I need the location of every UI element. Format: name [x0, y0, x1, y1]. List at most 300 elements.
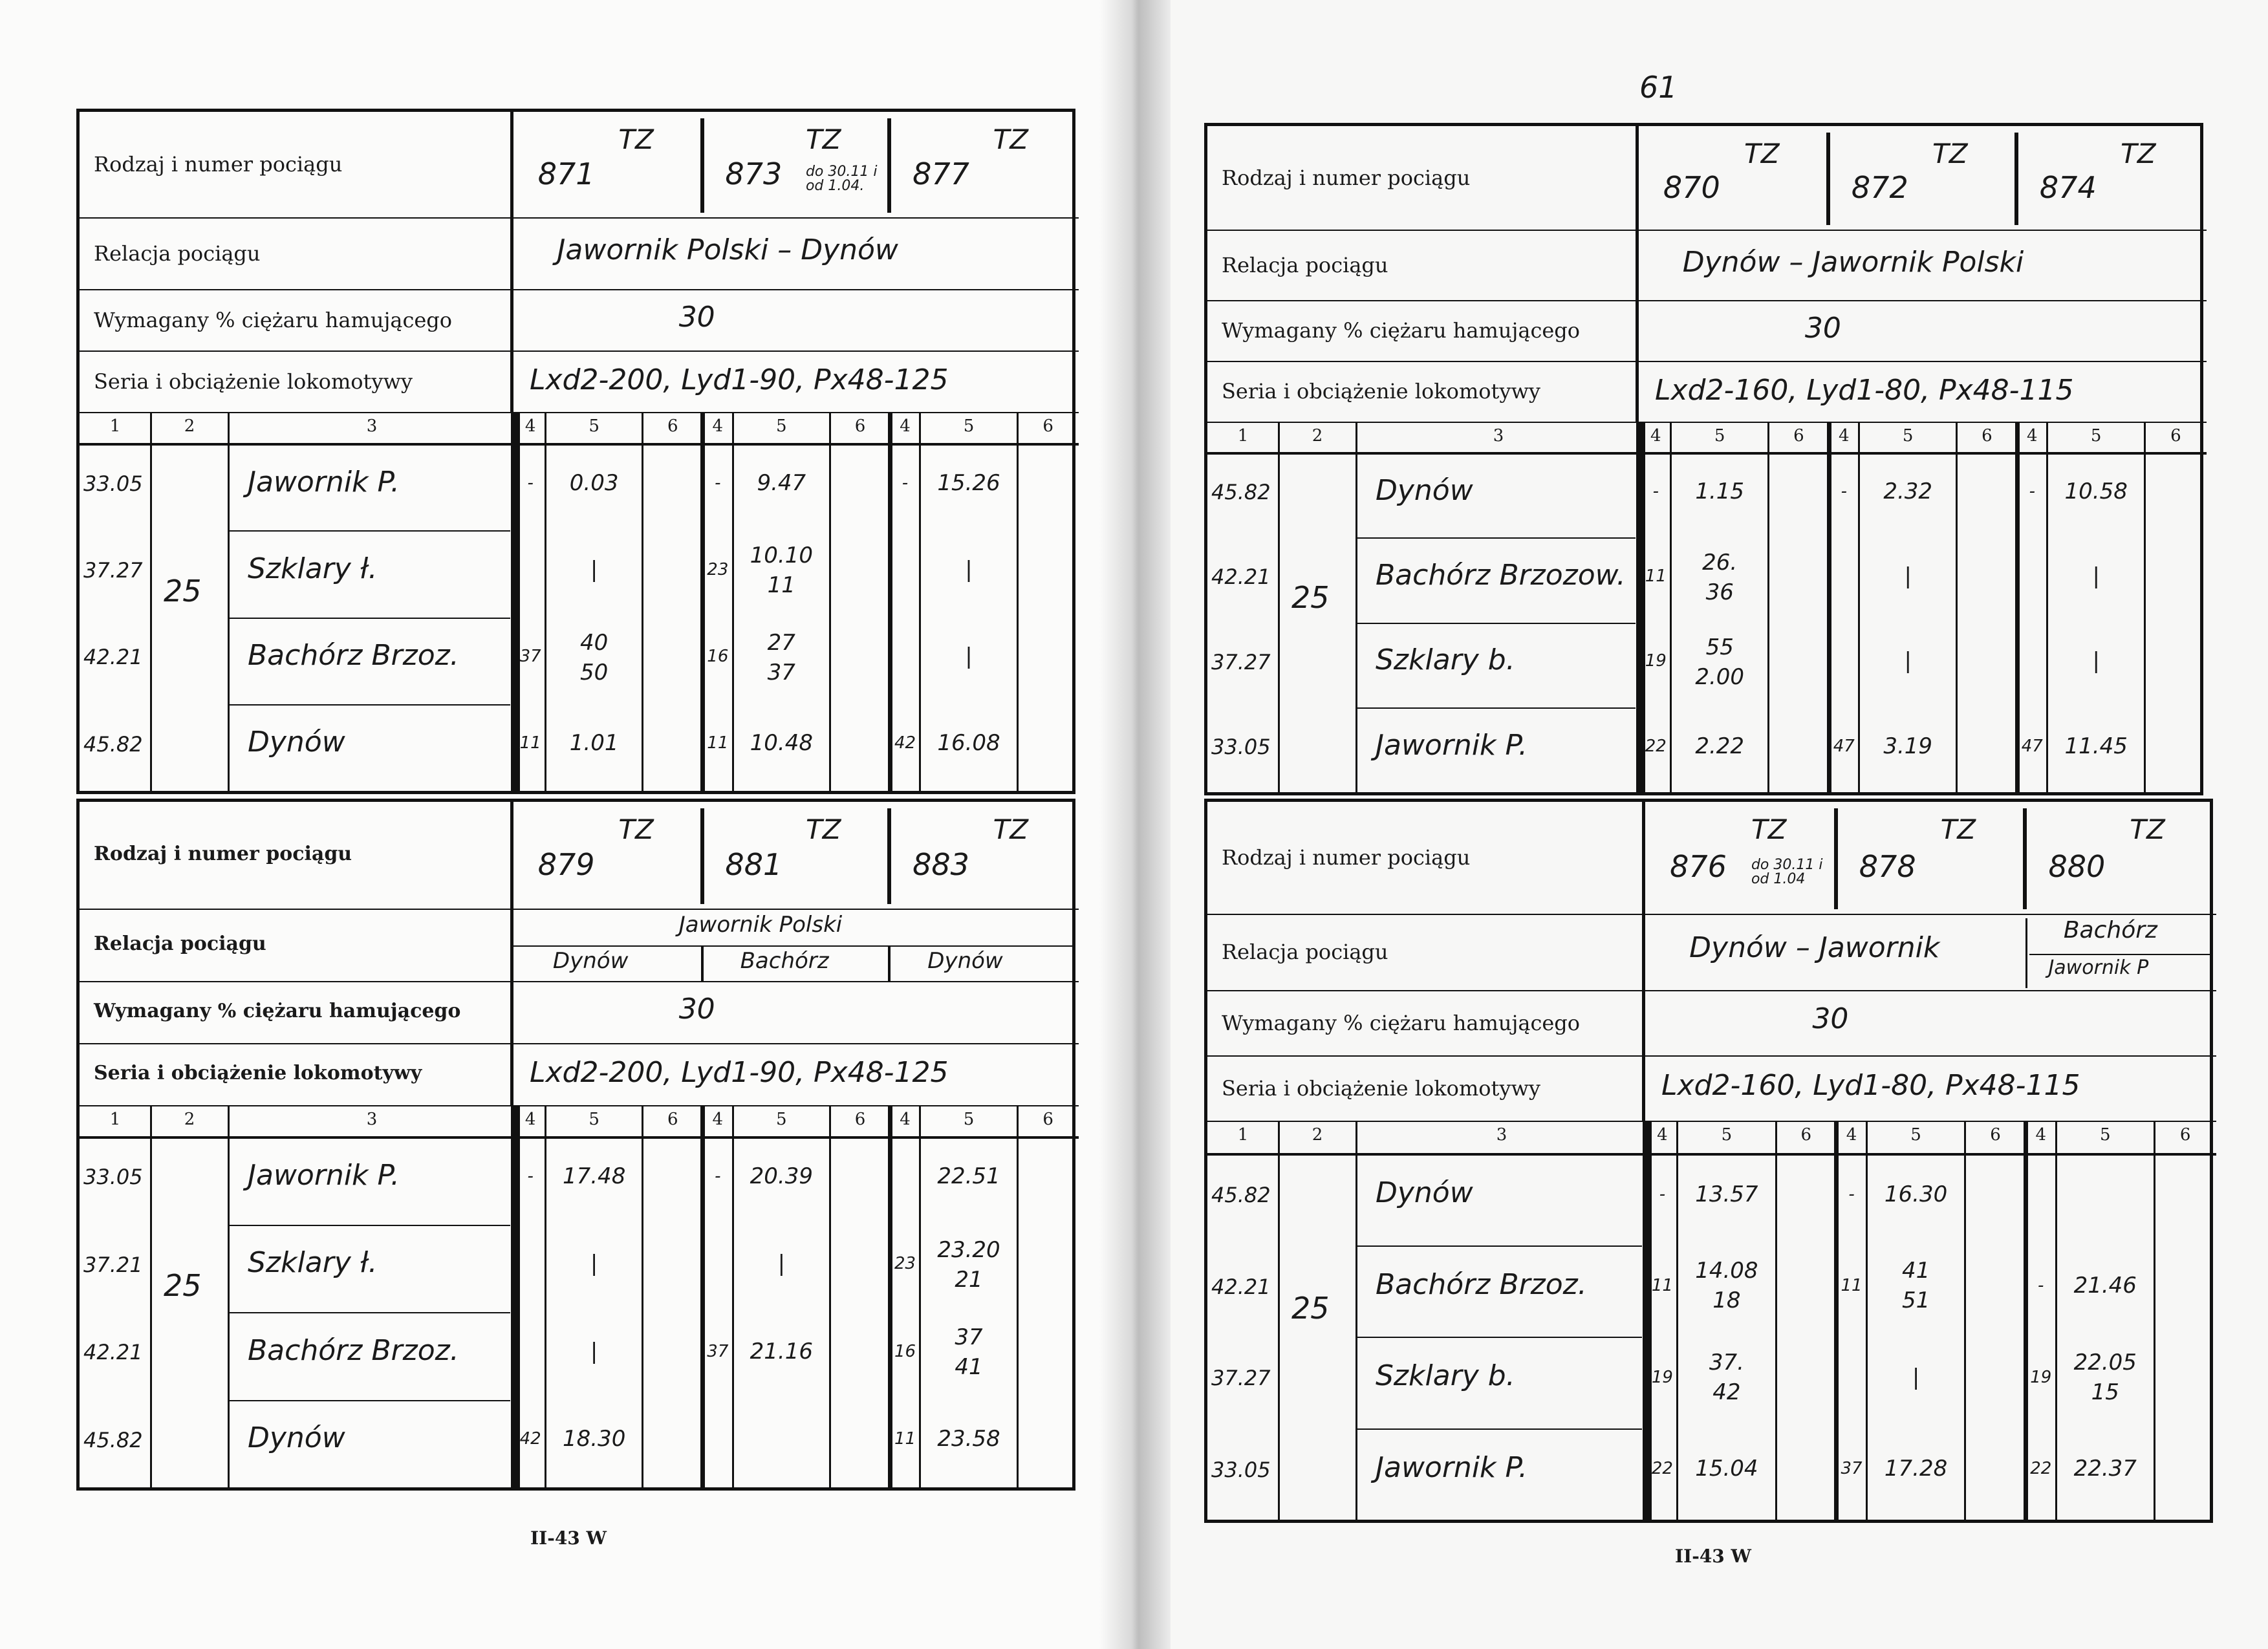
time-cell: 11: [707, 733, 729, 753]
time-cell: 2.32: [1883, 478, 1933, 504]
time-cell: 18.30: [562, 1426, 626, 1452]
column-number: 5: [589, 1110, 599, 1129]
header-row-divider: [80, 909, 1079, 910]
column-number: 6: [1793, 426, 1804, 446]
column-line: [700, 413, 705, 792]
time-cell: -: [527, 473, 534, 493]
time-cell: 21.16: [750, 1338, 813, 1364]
time-cell: 19: [2030, 1367, 2052, 1387]
label-divider: [1636, 126, 1639, 422]
station-name: Bachórz Brzoz.: [248, 639, 459, 673]
timetable-block: [1204, 799, 2213, 1523]
column-number: 5: [963, 416, 975, 436]
time-cell: |: [590, 556, 598, 583]
column-number: 1: [1237, 426, 1249, 446]
time-cell: 10.48: [750, 730, 813, 757]
station-row-line: [228, 1225, 510, 1226]
train-type: TZ: [618, 124, 654, 155]
column-number: 5: [776, 1110, 787, 1129]
time-cell: -: [715, 1166, 721, 1186]
timetable-block: [76, 799, 1075, 1491]
column-line: [545, 413, 546, 792]
column-line: [1956, 422, 1958, 793]
time-cell: |: [965, 643, 973, 670]
column-number: 1: [109, 1110, 121, 1129]
brake-percent: 30: [1804, 311, 1841, 345]
loco-label: Seria i obciążenie lokomotywy: [94, 369, 413, 394]
time-cell: 41 51: [1901, 1258, 1930, 1314]
time-cell: 27 37: [767, 629, 795, 685]
column-line: [2154, 1121, 2155, 1521]
station-km: 45.82: [1211, 1183, 1271, 1208]
time-cell: -: [902, 473, 909, 493]
station-row-line: [1356, 1245, 1642, 1247]
train-column-divider: [1834, 808, 1838, 909]
train-type: TZ: [993, 124, 1029, 155]
column-number: 1: [1237, 1125, 1249, 1145]
time-cell: 1.15: [1695, 478, 1745, 504]
train-column-divider: [700, 118, 704, 213]
header-row-divider: [1207, 1153, 2216, 1156]
time-cell: 23.20 21: [937, 1236, 1000, 1293]
time-cell: 22: [1645, 736, 1667, 756]
brake-percent: 30: [678, 993, 715, 1026]
route-label: Relacja pociągu: [94, 932, 266, 955]
time-cell: -: [1659, 1184, 1666, 1204]
time-cell: -: [1841, 481, 1847, 501]
column-number: 6: [1990, 1125, 2001, 1145]
train-type: TZ: [2130, 814, 2165, 845]
speed-limit: 25: [164, 574, 202, 609]
station-km: 37.27: [1211, 1366, 1271, 1391]
column-number: 6: [854, 1110, 866, 1129]
column-line: [1866, 1121, 1868, 1521]
column-number: 6: [667, 416, 678, 436]
route-split-line: [513, 945, 1075, 947]
column-line: [228, 1106, 230, 1489]
header-row-divider: [80, 981, 1079, 982]
route-top: Jawornik Polski: [678, 912, 843, 938]
station-name: Jawornik P.: [1376, 728, 1528, 762]
column-number: 5: [2090, 426, 2102, 446]
route-label: Relacja pociągu: [1222, 252, 1388, 277]
train-type: TZ: [1940, 814, 1976, 845]
book-spine: [1099, 0, 1171, 1649]
column-line: [2024, 1121, 2028, 1521]
time-cell: 16: [894, 1341, 916, 1361]
time-cell: 9.47: [757, 469, 806, 496]
column-line: [888, 413, 892, 792]
time-cell: 22.37: [2073, 1456, 2137, 1482]
route: Dynów – Jawornik: [1689, 931, 1940, 964]
station-km: 42.21: [1211, 1274, 1271, 1299]
time-cell: 19: [1645, 651, 1667, 671]
time-cell: |: [1904, 648, 1912, 674]
column-line: [2144, 422, 2146, 793]
train-number: 879: [537, 846, 595, 882]
time-cell: 23: [707, 559, 729, 579]
train-type: TZ: [805, 124, 841, 155]
train-label: Rodzaj i numer pociągu: [94, 152, 343, 177]
station-name: Jawornik P.: [1376, 1450, 1528, 1484]
route-alt-1: Bachórz: [2063, 917, 2157, 943]
brake-label: Wymagany % ciężaru hamującego: [1222, 318, 1581, 343]
time-cell: 14.08 18: [1695, 1258, 1758, 1314]
column-number: 4: [1839, 426, 1850, 446]
station-name: Bachórz Brzoz.: [248, 1333, 459, 1367]
column-number: 4: [712, 416, 724, 436]
time-cell: 47: [2021, 736, 2043, 756]
header-row-divider: [80, 412, 1079, 413]
station-row-line: [1356, 537, 1636, 539]
station-name: Dynów: [1376, 473, 1473, 507]
time-cell: 19: [1651, 1367, 1673, 1387]
locomotive-series: Lxd2-160, Lyd1-80, Px48-115: [1661, 1069, 2080, 1103]
header-row-divider: [80, 1136, 1079, 1139]
loco-label: Seria i obciążenie lokomotywy: [1222, 379, 1540, 404]
station-km: 33.05: [1211, 734, 1271, 759]
column-number: 4: [1846, 1125, 1857, 1145]
column-line: [888, 1106, 892, 1489]
station-km: 42.21: [83, 645, 143, 670]
train-type: TZ: [993, 814, 1029, 845]
station-row-line: [228, 1312, 510, 1313]
column-number: 6: [1042, 416, 1053, 436]
brake-label: Wymagany % ciężaru hamującego: [1222, 1010, 1581, 1035]
column-line: [1670, 422, 1672, 793]
header-row-divider: [1207, 422, 2207, 423]
route-part-divider: [888, 945, 891, 982]
station-row-line: [1356, 1428, 1642, 1430]
train-validity-note: do 30.11 i od 1.04.: [805, 164, 878, 194]
time-cell: 22: [1651, 1459, 1673, 1479]
train-type: TZ: [1751, 814, 1787, 845]
header-row-divider: [1207, 1055, 2216, 1057]
column-number: 2: [1312, 1125, 1323, 1145]
time-cell: 11.45: [2064, 733, 2128, 759]
header-row-divider: [80, 217, 1079, 219]
column-number: 6: [2170, 426, 2181, 446]
time-cell: 23: [894, 1254, 916, 1274]
header-row-divider: [80, 289, 1079, 290]
time-cell: -: [715, 473, 721, 493]
time-cell: 22.51: [937, 1163, 1000, 1189]
column-line: [829, 413, 831, 792]
column-number: 2: [184, 1110, 195, 1129]
column-number: 5: [589, 416, 599, 436]
route-alt-2: Jawornik P: [2048, 956, 2149, 979]
time-cell: 3.19: [1883, 733, 1933, 759]
time-cell: 11: [1841, 1276, 1863, 1296]
right-footer: II-43 W: [1675, 1546, 1751, 1567]
column-line: [1355, 1121, 1357, 1521]
route-alt-line: [2029, 954, 2210, 955]
time-cell: |: [2092, 563, 2100, 589]
label-divider: [510, 802, 513, 1106]
column-number: 5: [1714, 426, 1725, 446]
time-cell: 11: [519, 733, 541, 753]
column-line: [150, 1106, 152, 1489]
column-number: 5: [963, 1110, 975, 1129]
column-line: [228, 413, 230, 792]
train-number: 878: [1859, 849, 1916, 885]
station-km: 33.05: [83, 1165, 143, 1190]
column-line: [150, 413, 152, 792]
column-line: [732, 413, 734, 792]
train-label: Rodzaj i numer pociągu: [1222, 165, 1471, 190]
train-column-divider: [887, 118, 891, 213]
train-column-divider: [2023, 808, 2027, 909]
train-label: Rodzaj i numer pociągu: [94, 843, 352, 865]
time-cell: 47: [1833, 736, 1855, 756]
route: Dynów – Jawornik Polski: [1682, 245, 2024, 279]
column-line: [700, 1106, 705, 1489]
header-row-divider: [1207, 914, 2216, 915]
station-km: 45.82: [1211, 480, 1271, 504]
column-number: 5: [2099, 1125, 2111, 1145]
column-line: [1676, 1121, 1678, 1521]
station-name: Jawornik P.: [248, 465, 400, 499]
time-cell: 42: [519, 1429, 541, 1449]
column-line: [1858, 422, 1860, 793]
time-cell: 21.46: [2073, 1273, 2137, 1299]
train-number: 870: [1663, 169, 1720, 205]
time-cell: 20.39: [750, 1163, 813, 1189]
time-cell: 16: [707, 647, 729, 667]
station-name: Jawornik P.: [248, 1158, 400, 1192]
station-name: Bachórz Brzozow.: [1376, 559, 1626, 592]
column-number: 4: [900, 416, 911, 436]
column-line: [1017, 413, 1019, 792]
train-number: 883: [913, 846, 969, 882]
column-line: [919, 1106, 921, 1489]
time-cell: 26. 36: [1702, 550, 1738, 605]
station-km: 33.05: [1211, 1457, 1271, 1482]
station-km: 45.82: [83, 731, 143, 757]
speed-limit: 25: [164, 1268, 202, 1304]
station-km: 45.82: [83, 1427, 143, 1452]
time-cell: 37: [1841, 1459, 1863, 1479]
time-cell: -: [2029, 481, 2035, 501]
time-cell: -: [1652, 481, 1659, 501]
column-line: [1278, 422, 1280, 793]
station-km: 33.05: [83, 471, 143, 496]
train-number: 880: [2048, 849, 2106, 885]
station-km: 37.27: [1211, 649, 1271, 674]
train-type: TZ: [1932, 138, 1968, 169]
column-number: 2: [1312, 426, 1323, 446]
column-line: [2055, 1121, 2057, 1521]
train-column-divider: [887, 808, 891, 904]
time-cell: -: [2038, 1276, 2044, 1296]
speed-limit: 25: [1291, 579, 1330, 615]
time-cell: 11: [1645, 566, 1667, 586]
station-row-line: [228, 704, 510, 706]
locomotive-series: Lxd2-200, Lyd1-90, Px48-125: [530, 363, 949, 396]
train-column-divider: [1826, 133, 1830, 225]
route-alt-divider: [2025, 918, 2027, 988]
route-label: Relacja pociągu: [1222, 940, 1388, 964]
station-name: Dynów: [1376, 1176, 1473, 1210]
station-row-line: [1356, 707, 1636, 709]
column-number: 2: [184, 416, 195, 436]
train-number: 881: [725, 846, 783, 882]
brake-label: Wymagany % ciężaru hamującego: [94, 1000, 461, 1022]
station-km: 37.27: [83, 558, 143, 583]
train-type: TZ: [618, 814, 654, 845]
train-number: 876: [1670, 849, 1727, 885]
station-name: Bachórz Brzoz.: [1376, 1267, 1587, 1301]
train-number: 877: [913, 156, 969, 191]
locomotive-series: Lxd2-200, Lyd1-90, Px48-125: [530, 1056, 949, 1090]
time-cell: |: [777, 1251, 786, 1277]
station-row-line: [1356, 1337, 1642, 1338]
station-km: 42.21: [1211, 565, 1271, 590]
column-number: 6: [1042, 1110, 1053, 1129]
time-cell: -: [527, 1166, 534, 1186]
column-number: 5: [776, 416, 787, 436]
column-number: 1: [109, 416, 121, 436]
time-cell: 15.26: [937, 469, 1000, 496]
time-cell: 13.57: [1695, 1181, 1758, 1207]
column-number: 5: [1910, 1125, 1921, 1145]
station-name: Dynów: [248, 726, 345, 759]
station-km: 42.21: [83, 1340, 143, 1365]
time-cell: 10.58: [2064, 478, 2128, 504]
column-line: [545, 1106, 546, 1489]
station-km: 37.21: [83, 1252, 143, 1277]
time-cell: 37 41: [955, 1324, 983, 1381]
column-number: 4: [712, 1110, 724, 1129]
column-number: 3: [1493, 426, 1504, 446]
timetable-block: [1204, 123, 2203, 795]
column-line: [1827, 422, 1831, 793]
time-cell: 37. 42: [1709, 1349, 1744, 1405]
column-number: 4: [524, 416, 536, 436]
train-number: 871: [537, 156, 595, 191]
time-cell: 17.48: [562, 1163, 626, 1189]
time-cell: |: [590, 1338, 598, 1364]
column-number: 4: [2027, 426, 2038, 446]
header-row-divider: [1207, 361, 2207, 362]
train-column-divider: [2014, 133, 2018, 225]
column-number: 6: [854, 416, 866, 436]
time-cell: 22.05 15: [2073, 1349, 2137, 1405]
time-cell: 1.01: [569, 730, 619, 757]
train-type: TZ: [2121, 138, 2156, 169]
route-label: Relacja pociągu: [94, 241, 261, 266]
time-cell: 42: [894, 733, 916, 753]
column-number: 4: [524, 1110, 536, 1129]
speed-limit: 25: [1291, 1291, 1330, 1326]
route-part: Dynów: [927, 948, 1003, 974]
column-number: 5: [1902, 426, 1914, 446]
column-number: 5: [1721, 1125, 1733, 1145]
time-cell: 15.04: [1695, 1456, 1758, 1482]
loco-label: Seria i obciążenie lokomotywy: [94, 1062, 422, 1084]
time-cell: |: [2092, 648, 2100, 674]
brake-percent: 30: [678, 301, 715, 334]
column-line: [1355, 422, 1357, 793]
time-cell: 16.30: [1884, 1181, 1948, 1207]
header-row-divider: [80, 443, 1079, 446]
time-cell: 40 50: [580, 629, 609, 685]
column-line: [1017, 1106, 1019, 1489]
header-row-divider: [80, 1043, 1079, 1044]
train-validity-note: do 30.11 i od 1.04: [1751, 857, 1823, 887]
train-type: TZ: [805, 814, 841, 845]
column-line: [2046, 422, 2048, 793]
time-cell: 11: [894, 1429, 916, 1449]
train-type: TZ: [1744, 138, 1780, 169]
column-number: 6: [2179, 1125, 2191, 1145]
column-number: 4: [900, 1110, 911, 1129]
header-row-divider: [1207, 230, 2207, 231]
station-name: Szklary b.: [1376, 1359, 1515, 1393]
station-row-line: [228, 530, 510, 532]
time-cell: 37: [707, 1341, 729, 1361]
time-cell: 22: [2030, 1459, 2052, 1479]
time-cell: 55 2.00: [1695, 634, 1745, 691]
column-line: [642, 1106, 643, 1489]
train-number: 872: [1851, 169, 1908, 205]
column-line: [2015, 422, 2020, 793]
time-cell: 37: [519, 647, 541, 667]
time-cell: |: [965, 556, 973, 583]
column-number: 6: [667, 1110, 678, 1129]
route-part: Bachórz: [740, 948, 829, 974]
column-line: [1278, 1121, 1280, 1521]
label-divider: [510, 112, 513, 413]
column-line: [1775, 1121, 1777, 1521]
station-name: Szklary ł.: [248, 552, 378, 585]
header-row-divider: [1207, 300, 2207, 301]
column-line: [919, 413, 921, 792]
column-number: 3: [366, 1110, 378, 1129]
column-number: 6: [1982, 426, 1993, 446]
time-cell: 23.58: [937, 1426, 1000, 1452]
time-cell: |: [1904, 563, 1912, 589]
route: Jawornik Polski – Dynów: [557, 233, 898, 267]
column-line: [1964, 1121, 1966, 1521]
column-number: 4: [1650, 426, 1661, 446]
train-number: 874: [2039, 169, 2097, 205]
header-row-divider: [1207, 990, 2216, 991]
timetable-block: [76, 109, 1075, 794]
brake-label: Wymagany % ciężaru hamującego: [94, 307, 453, 332]
train-number: 873: [725, 156, 783, 191]
time-cell: 11: [1651, 1276, 1673, 1296]
time-cell: |: [1912, 1364, 1920, 1390]
column-number: 6: [1800, 1125, 1812, 1145]
header-row-divider: [1207, 1121, 2216, 1122]
locomotive-series: Lxd2-160, Lyd1-80, Px48-115: [1655, 373, 2074, 407]
route-part-divider: [701, 945, 704, 982]
header-row-divider: [80, 1105, 1079, 1106]
column-number: 3: [366, 416, 378, 436]
brake-percent: 30: [1812, 1002, 1849, 1036]
header-row-divider: [80, 350, 1079, 352]
station-row-line: [228, 618, 510, 619]
column-line: [1834, 1121, 1839, 1521]
station-row-line: [1356, 623, 1636, 624]
column-line: [1767, 422, 1769, 793]
column-number: 3: [1496, 1125, 1507, 1145]
train-column-divider: [700, 808, 704, 904]
column-number: 4: [2035, 1125, 2046, 1145]
column-line: [732, 1106, 734, 1489]
time-cell: 17.28: [1884, 1456, 1948, 1482]
